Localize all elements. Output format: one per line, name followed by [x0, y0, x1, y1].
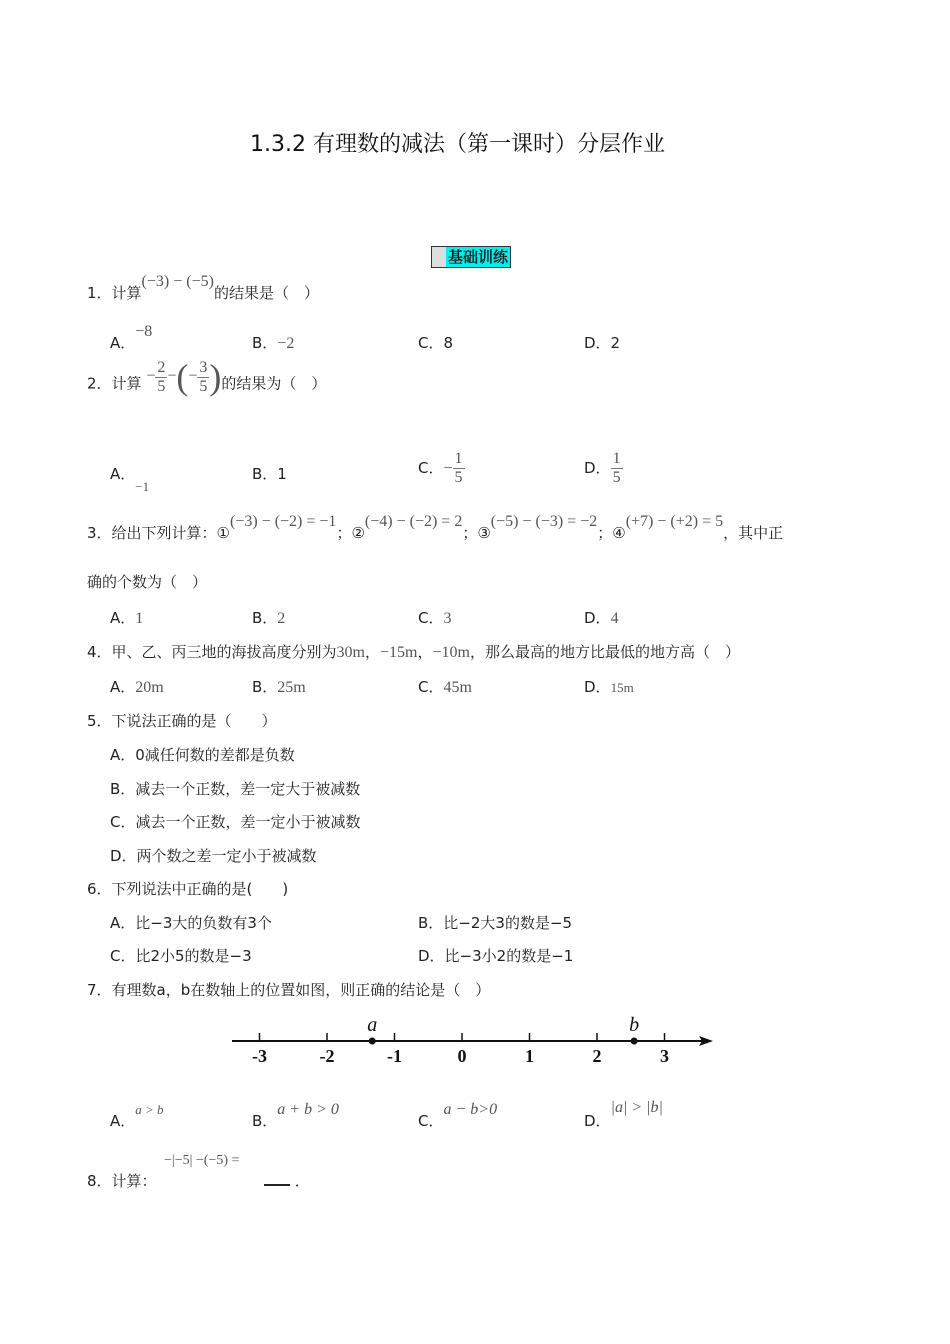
- q3-option-a: A．1: [110, 609, 144, 627]
- q4-option-d: D．15m: [584, 678, 634, 696]
- q1-option-a: A．−8: [110, 323, 153, 352]
- section-badge: [431, 246, 511, 268]
- q1-prefix: 1．计算: [87, 284, 142, 302]
- point-b-label: b: [629, 1014, 640, 1036]
- q2-option-b: B．1: [252, 465, 287, 483]
- q6-option-a: A．比−3大的负数有3个: [110, 914, 272, 932]
- q2-expression: − $\frac{2}{5}$ −(− $\frac{3}{5}$ ): [146, 357, 222, 397]
- point-a-label: a: [367, 1014, 378, 1036]
- q1-option-d: D．2: [584, 334, 621, 352]
- q8-expression: −|−5| −(−5) =: [164, 1153, 240, 1168]
- question-4: 4．甲、乙、丙三地的海拔高度分别为30m，−15m，−10m，那么最高的地方比最低的地方高（ ）: [87, 643, 740, 661]
- number-line: [225, 1010, 725, 1070]
- q7-option-a: A．a > b: [110, 1102, 164, 1130]
- q5-option-a: A．0减任何数的差都是负数: [110, 746, 295, 764]
- q1-option-b: B．−2: [252, 334, 295, 352]
- q2-option-a: A．−1: [110, 465, 150, 494]
- section-label: 基础训练: [448, 248, 509, 266]
- question-1: [87, 273, 319, 303]
- q3-line2: 确的个数为（ ）: [87, 573, 208, 591]
- q1-suffix: 的结果是（ ）: [213, 284, 319, 302]
- point-b: [631, 1038, 638, 1045]
- q3-option-d: D．4: [584, 609, 619, 627]
- question-2: 2．计算 − $\frac{2}{5}$ −(− $\frac{3}{5}$ )的结果为（ ）: [87, 357, 327, 397]
- axis-tick-label: 2: [592, 1046, 602, 1066]
- q7-option-c: C．a − b>0: [418, 1101, 498, 1130]
- q6-option-d: D．比−3小2的数是−1: [418, 947, 574, 965]
- question-6: 6．下列说法中正确的是( ): [87, 880, 289, 898]
- axis-tick-label: -1: [387, 1046, 402, 1066]
- question-3: 3．给出下列计算：①(−3) − (−2) = −1；②(−4) − (−2) = 2；③(−5) − (−3) = −2；④(+7) − (+2) = 5，其中正: [87, 513, 784, 542]
- q2-option-d: D． $\frac{1}{5}$: [584, 450, 621, 486]
- q1-expression: (−3) − (−5): [141, 273, 214, 290]
- q4-option-a: A．20m: [110, 678, 164, 696]
- q7-option-d: D．|a| > |b|: [584, 1099, 663, 1130]
- question-7: 7．有理数a，b在数轴上的位置如图，则正确的结论是（ ）: [87, 981, 491, 999]
- q4-option-b: B．25m: [252, 678, 306, 696]
- question-5: 5．下说法正确的是（ ）: [87, 712, 277, 730]
- q2-option-c: C．− $\frac{1}{5}$: [418, 450, 463, 486]
- axis-tick-label: -2: [319, 1046, 335, 1066]
- q5-option-d: D．两个数之差一定小于被减数: [110, 847, 317, 865]
- axis-tick-label: 0: [457, 1046, 467, 1066]
- axis-tick-label: -3: [252, 1046, 267, 1066]
- q3-option-b: B．2: [252, 609, 286, 627]
- q5-option-c: C．减去一个正数，差一定小于被减数: [110, 813, 361, 831]
- q3-option-c: C．3: [418, 609, 452, 627]
- q6-option-c: C．比2小5的数是−3: [110, 947, 252, 965]
- q5-option-b: B．减去一个正数，差一定大于被减数: [110, 780, 361, 798]
- page-title: 1.3.2 有理数的减法（第一课时）分层作业: [250, 132, 665, 157]
- q4-option-c: C．45m: [418, 678, 472, 696]
- point-a: [369, 1038, 376, 1045]
- axis-tick-label: 1: [525, 1046, 534, 1066]
- q7-option-b: B．a + b > 0: [252, 1101, 339, 1130]
- axis-tick-label: 3: [660, 1046, 669, 1066]
- q1-option-c: C．8: [418, 334, 454, 352]
- q6-option-b: B．比−2大3的数是−5: [418, 914, 573, 932]
- q8-answer-blank[interactable]: ．: [264, 1170, 310, 1191]
- question-8: 8．计算：: [87, 1172, 157, 1190]
